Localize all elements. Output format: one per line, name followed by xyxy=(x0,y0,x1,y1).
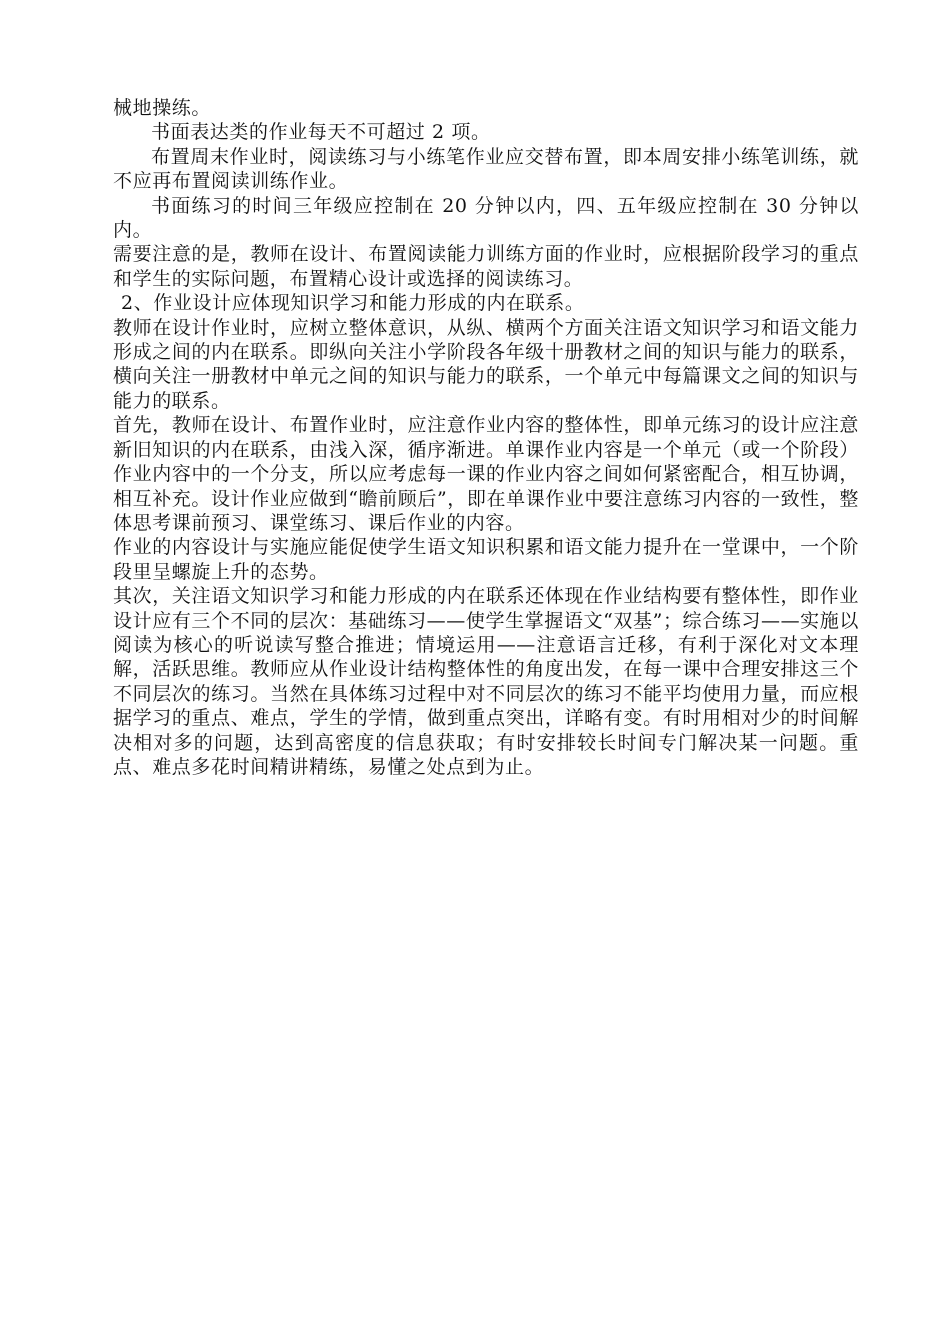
paragraph-continuation: 械地操练。 xyxy=(113,97,212,119)
paragraph-first-content: 首先，教师在设计、布置作业时，应注意作业内容的整体性，即单元练习的设计应注意新旧知识的内在联系，由浅入深，循序渐进。单课作业内容是一个单元（或一个阶段）作业内容中的一个分支，所以应考虑每一课的作业内容之间如何紧密配合，相互协调，相互补充。设计作业应做到“瞻前顾后”，即在单课作业中要注意练习内容的一致性，整体思考课前预习、课堂练习、课后作业的内容。 xyxy=(113,414,859,534)
paragraph-spiral: 作业的内容设计与实施应能促使学生语文知识积累和语文能力提升在一堂课中，一个阶段里呈螺旋上升的态势。 xyxy=(113,536,859,583)
paragraph-holistic-awareness: 教师在设计作业时，应树立整体意识，从纵、横两个方面关注语文知识学习和语文能力形成之间的内在联系。即纵向关注小学阶段各年级十册教材之间的知识与能力的联系，横向关注一册教材中单元之间的知识与能力的联系，一个单元中每篇课文之间的知识与能力的联系。 xyxy=(113,316,859,412)
section-heading-2: 2、作业设计应体现知识学习和能力形成的内在联系。 xyxy=(121,292,585,315)
paragraph-second-structure: 其次，关注语文知识学习和能力形成的内在联系还体现在作业结构要有整体性，即作业设计应有三个不同的层次：基础练习——使学生掌握语文“双基”；综合练习——实施以阅读为核心的听说读写整合推进；情境运用——注意语言迁移，有利于深化对文本理解，活跃思维。教师应从作业设计结构整体性的角度出发，在每一课中合理安排这三个不同层次的练习。当然在具体练习过程中对不同层次的练习不能平均使用力量，而应根据学习的重点、难点，学生的学情，做到重点突出，详略有变。有时用相对少的时间解决相对多的问题，达到高密度的信息获取；有时安排较长时间专门解决某一问题。重点、难点多花时间精讲精练，易懂之处点到为止。 xyxy=(113,585,859,778)
paragraph-weekend-homework: 布置周末作业时，阅读练习与小练笔作业应交替布置，即本周安排小练笔训练，就不应再布置阅读训练作业。 xyxy=(113,145,859,193)
document-page xyxy=(113,96,859,779)
paragraph-time-limit: 书面练习的时间三年级应控制在 20 分钟以内，四、五年级应控制在 30 分钟以内。 xyxy=(113,194,859,242)
paragraph-written-limit: 书面表达类的作业每天不可超过 2 项。 xyxy=(151,121,491,144)
paragraph-reading-note: 需要注意的是，教师在设计、布置阅读能力训练方面的作业时，应根据阶段学习的重点和学生的实际问题，布置精心设计或选择的阅读练习。 xyxy=(113,243,859,290)
